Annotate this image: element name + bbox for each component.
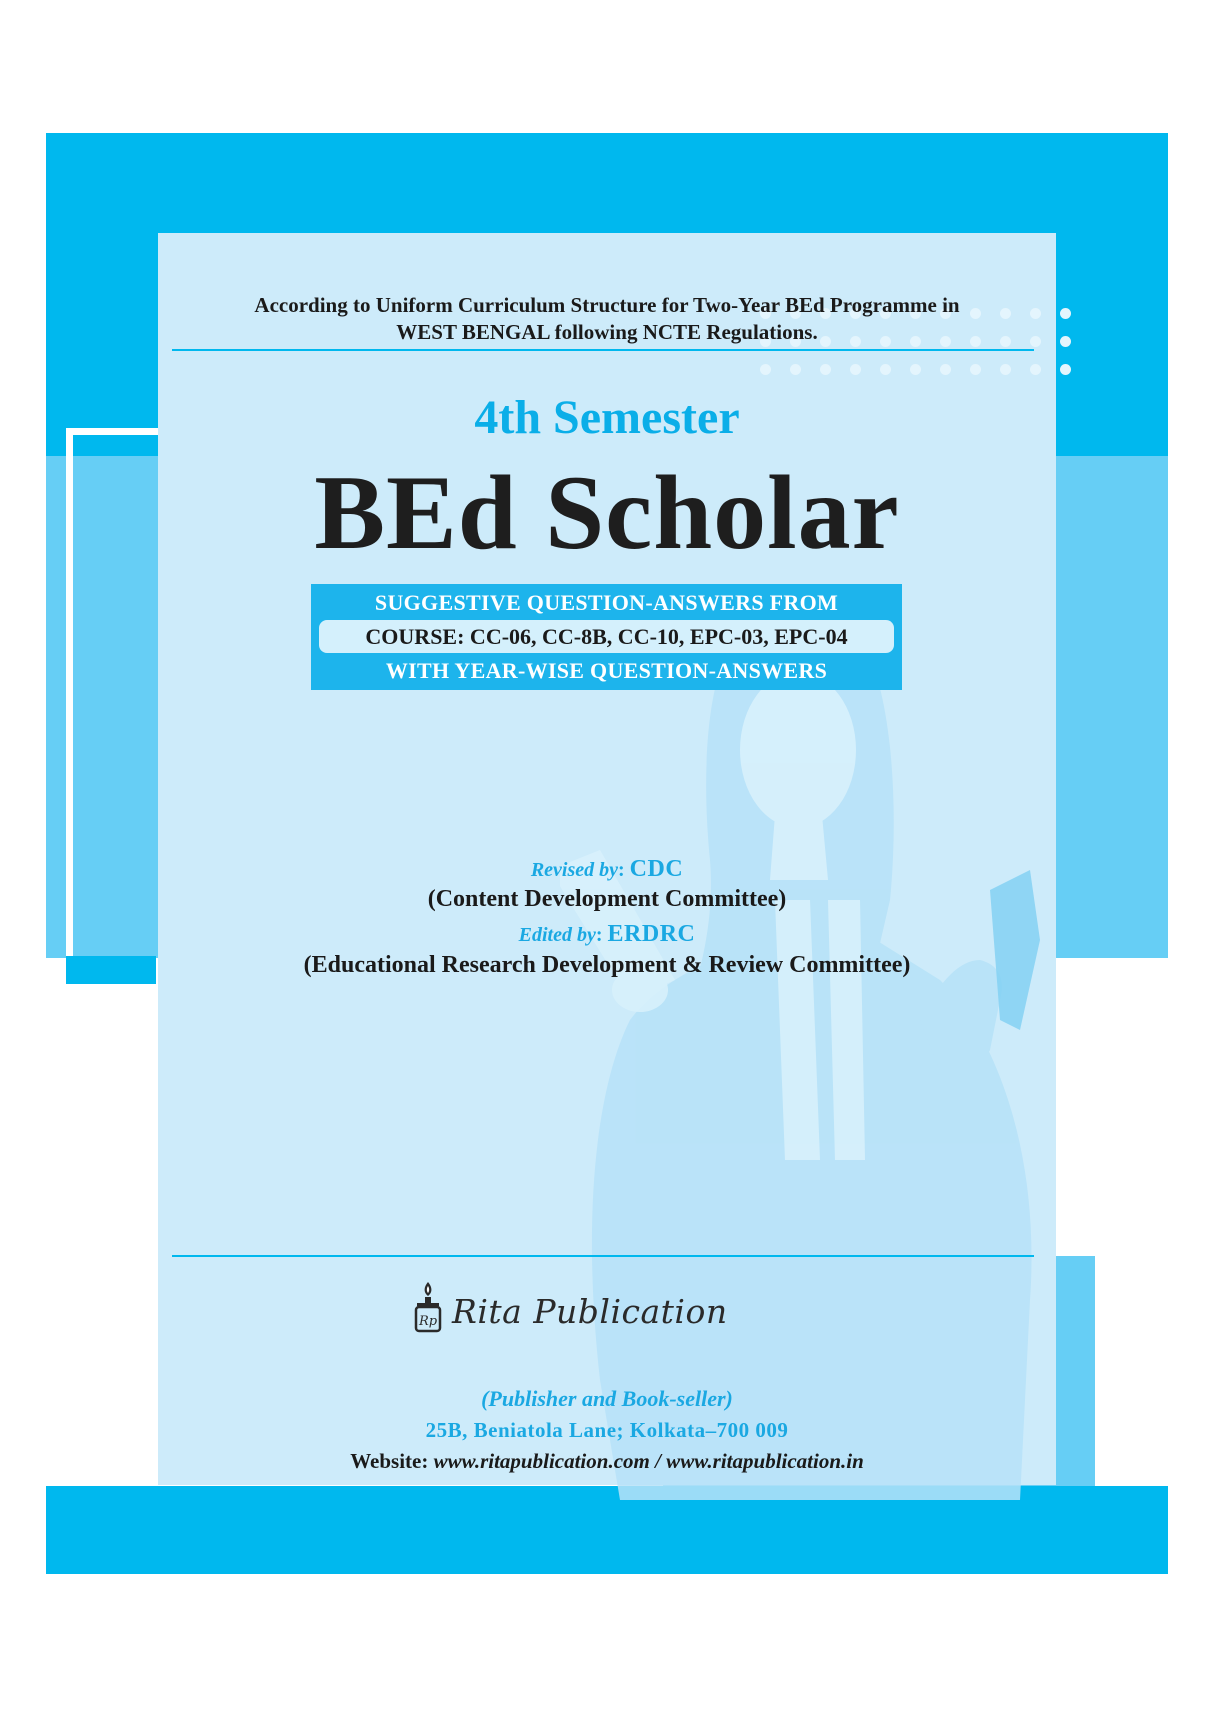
- semester-heading: 4th Semester: [474, 391, 740, 444]
- decorative-dot: [1030, 308, 1041, 319]
- decorative-dot: [1030, 336, 1041, 347]
- website-label: Website:: [350, 1449, 429, 1473]
- edited-abbr: ERDRC: [607, 921, 696, 947]
- lamp-rp-logo-icon: [412, 1280, 444, 1334]
- top-divider: [172, 349, 1034, 351]
- curriculum-line-1: According to Uniform Curriculum Structure for Two-Year BEd Programme in: [254, 293, 960, 317]
- graduate-woman-image: [560, 600, 1120, 1500]
- logo-letters: Rp: [418, 1314, 438, 1329]
- decorative-dot: [1060, 364, 1071, 375]
- decorative-dot: [1000, 364, 1011, 375]
- decorative-dot: [940, 364, 951, 375]
- bottom-divider: [172, 1255, 1034, 1257]
- decorative-dot: [820, 364, 831, 375]
- publisher-address: 25B, Beniatola Lane; Kolkata–700 009: [425, 1418, 789, 1442]
- revised-colon: :: [618, 859, 630, 881]
- frame-corner-block: [66, 956, 156, 984]
- publisher-website: [158, 1449, 1056, 1474]
- revised-label: Revised by: [530, 859, 618, 881]
- book-title: BEd Scholar: [314, 454, 900, 571]
- decorative-dot: [1030, 364, 1041, 375]
- edited-by-line: [158, 921, 1056, 948]
- publisher-subtitle: (Publisher and Book-seller): [481, 1386, 733, 1411]
- edited-full: (Educational Research Development & Review Committee): [303, 952, 911, 978]
- revised-abbr: CDC: [629, 856, 684, 882]
- revised-full-line: [158, 886, 1056, 913]
- decorative-dot: [850, 364, 861, 375]
- course-line-3: WITH YEAR-WISE QUESTION-ANSWERS: [385, 658, 828, 683]
- course-box: [311, 584, 902, 690]
- decorative-dot: [970, 364, 981, 375]
- decorative-dot: [880, 364, 891, 375]
- curriculum-note: [190, 292, 1024, 346]
- website-urls: www.ritapublication.com / www.ritapublication.in: [433, 1449, 864, 1473]
- course-line-1: SUGGESTIVE QUESTION-ANSWERS FROM: [374, 590, 839, 615]
- decorative-dot: [790, 364, 801, 375]
- publisher-name: Rita Publication: [452, 1292, 728, 1331]
- revised-by-line: [158, 856, 1056, 883]
- decorative-dot: [760, 364, 771, 375]
- decorative-dot: [910, 364, 921, 375]
- course-line-2: COURSE: CC-06, CC-8B, CC-10, EPC-03, EPC-04: [319, 620, 894, 653]
- revised-full: (Content Development Committee): [427, 886, 787, 912]
- decorative-dot: [1060, 308, 1071, 319]
- curriculum-line-2: WEST BENGAL following NCTE Regulations.: [396, 320, 818, 344]
- edited-full-line: [158, 952, 1056, 979]
- edited-label: Edited by: [518, 924, 596, 946]
- edited-colon: :: [595, 924, 608, 946]
- decorative-dot: [1060, 336, 1071, 347]
